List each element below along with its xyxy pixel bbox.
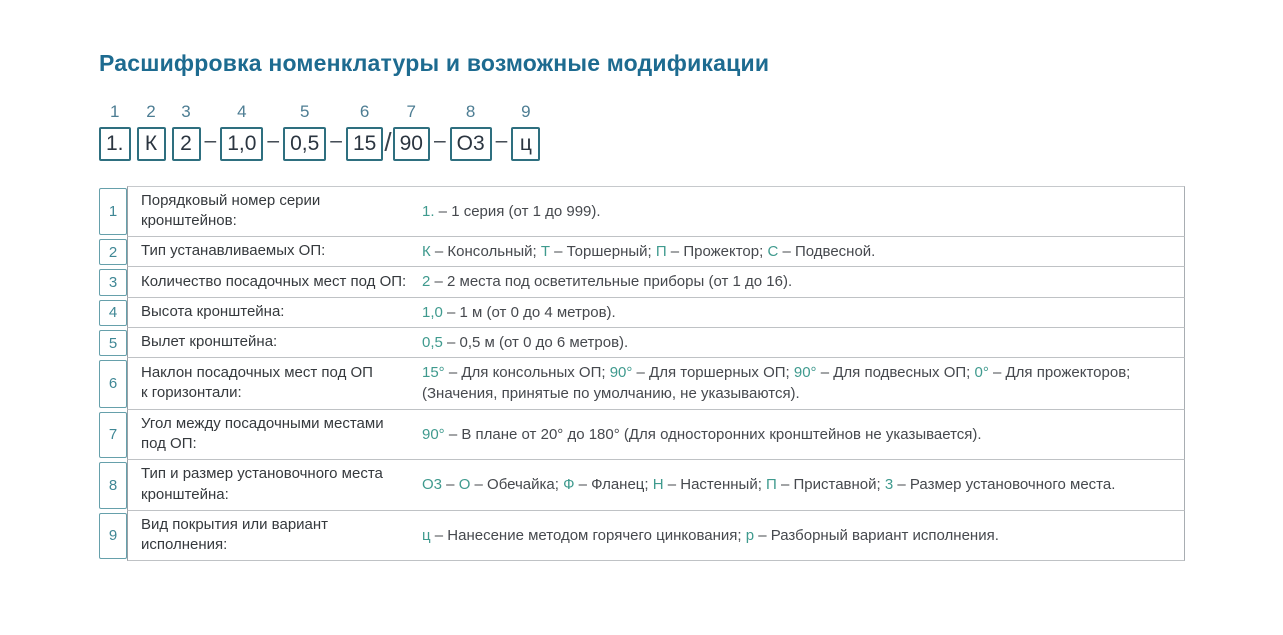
row-number-badge: 3 [99,269,127,295]
row-label [141,515,422,556]
row-label [141,332,422,353]
value-code-highlight: К [422,242,431,260]
value-text: – 1 м (от 0 до 4 метров). [442,303,616,321]
formula-code-box: 90 [393,127,430,161]
row-label [141,272,422,293]
formula-slash-separator: / [384,126,392,157]
row-value [422,362,1172,405]
formula-position-6 [346,103,383,161]
value-code-highlight: Т [540,242,550,260]
formula-position-number: 6 [359,101,370,121]
row-content [127,358,1185,410]
table-row [99,267,1185,297]
value-code-highlight: Н [652,476,664,494]
value-code-highlight: ц [422,526,431,544]
formula-position-number: 5 [299,101,310,121]
value-code-highlight: П [766,476,777,494]
formula-position-number: 1 [110,101,120,121]
row-label [141,191,422,232]
value-code-highlight: р [745,526,755,544]
value-text: – Приставной; [776,476,885,494]
value-code-highlight: С [767,242,779,260]
row-label-line: Тип устанавливаемых ОП: [141,242,326,260]
row-number-badge: 2 [99,239,127,265]
row-content [127,511,1185,561]
value-code-highlight: 1,0 [422,303,443,321]
formula-code-box: К [137,127,166,161]
row-value-line [422,332,1172,353]
formula-code-box: О3 [450,127,492,161]
value-code-highlight: 90° [793,364,817,382]
value-code-highlight: 2 [422,273,431,291]
formula-code-box: 15 [346,127,383,161]
formula-position-number: 2 [146,101,156,121]
value-text: – Обечайка; [470,476,564,494]
row-label [141,302,422,323]
row-content [127,186,1185,237]
row-number-badge: 5 [99,330,127,356]
table-row [99,298,1185,328]
formula-position-number: 3 [181,101,191,121]
row-content [127,298,1185,328]
formula-position-number: 4 [237,101,247,121]
value-text: – [442,476,459,494]
formula-position-3 [172,103,201,161]
value-code-highlight: 0,5 [422,333,443,351]
table-row [99,410,1185,460]
row-label [141,464,422,505]
row-content [127,267,1185,297]
row-value [422,424,1172,445]
page-title: Расшифровка номенклатуры и возможные модификации [99,50,770,76]
row-value-line [422,362,1172,383]
row-label-line: Количество посадочных мест под ОП: [141,272,407,290]
row-value [422,474,1172,495]
table-row [99,460,1185,510]
row-value-line [422,271,1172,292]
value-text: – В плане от 20° до 180° (Для односторонних кронштейнов не указывается). [444,425,982,443]
value-text: – Нанесение методом горячего цинкования; [430,526,746,544]
row-label-line: Порядковый номер серии кронштейнов: [141,191,321,230]
formula-dash-separator: – [330,128,342,152]
formula-dash-separator: – [204,128,217,152]
formula-position-4 [220,103,263,161]
value-text: – Фланец; [574,476,653,494]
value-text: – Для консольных ОП; [444,364,610,382]
row-number-badge: 9 [99,513,127,559]
value-text: – Для торшерных ОП; [632,364,794,382]
formula-code-box: 1. [99,127,131,161]
row-label-line: Вылет кронштейна: [141,333,278,351]
table-row [99,237,1185,267]
value-code-highlight: О [458,476,471,494]
row-value [422,302,1172,323]
value-text: – Настенный; [663,476,767,494]
table-row [99,358,1185,410]
formula-position-number: 9 [521,101,531,121]
value-text: – Разборный вариант исполнения. [754,526,999,544]
value-text: – 0,5 м (от 0 до 6 метров). [442,333,629,351]
row-value-line [422,383,1172,404]
formula-code-box: 0,5 [283,127,326,161]
decoding-table [99,186,1185,561]
value-text: (Значения, принятые по умолчанию, не указываются). [422,385,800,403]
formula-position-1 [99,103,131,161]
value-text: – 2 места под осветительные приборы (от 1 до 16). [430,273,793,291]
row-label-line: Угол между посадочными местами [141,414,384,432]
value-code-highlight: 15° [422,364,445,382]
row-label [141,363,422,404]
row-number-badge: 6 [99,360,127,408]
value-code-highlight: О3 [422,476,443,494]
value-code-highlight: Ф [563,476,575,494]
value-text: – Размер установочного места. [893,476,1116,494]
value-text: – Для прожекторов; [988,364,1131,382]
formula-dash-separator: – [267,128,280,152]
table-row [99,186,1185,237]
row-label-line: Высота кронштейна: [141,302,285,320]
row-number-badge: 1 [99,188,127,235]
row-number-badge: 7 [99,412,127,458]
formula-position-9 [511,103,540,161]
formula-position-number: 8 [465,101,476,121]
nomenclature-formula [99,103,1183,161]
row-value-line [422,201,1172,222]
formula-position-2 [137,103,166,161]
value-text: – Торшерный; [550,242,656,260]
value-text: – 1 серия (от 1 до 999). [434,202,601,220]
row-number-badge: 4 [99,300,127,326]
row-label-line: Тип и размер установочного места [141,465,383,483]
row-label [141,241,422,262]
value-code-highlight: 3 [884,476,894,494]
row-number-badge: 8 [99,462,127,508]
value-text: – Прожектор; [666,242,768,260]
value-code-highlight: 1. [422,202,435,220]
value-code-highlight: П [655,242,667,260]
row-value-line [422,241,1172,262]
row-value [422,201,1172,222]
row-label-line: кронштейна: [141,485,229,503]
table-row [99,328,1185,358]
row-value [422,241,1172,262]
row-content [127,328,1185,358]
row-value-line [422,525,1172,546]
row-label-line: Вид покрытия или вариант исполнения: [141,515,329,554]
row-value-line [422,474,1172,495]
row-label-line: под ОП: [141,435,197,453]
row-content [127,460,1185,510]
formula-position-7 [393,103,430,161]
value-text: – Для подвесных ОП; [816,364,975,382]
row-label-line: к горизонтали: [141,384,242,402]
row-value [422,271,1172,292]
value-text: – Консольный; [430,242,541,260]
row-value [422,525,1172,546]
row-value [422,332,1172,353]
formula-code-box: 1,0 [220,127,263,161]
formula-code-box: 2 [172,127,201,161]
table-row [99,511,1185,561]
formula-dash-separator: – [433,128,446,152]
formula-position-8 [450,103,492,161]
row-content [127,410,1185,460]
row-label-line: Наклон посадочных мест под ОП [141,363,373,381]
formula-dash-separator: – [495,128,508,152]
row-label [141,414,422,455]
row-value-line [422,302,1172,323]
formula-position-5 [283,103,326,161]
formula-position-number: 7 [406,101,416,121]
row-content [127,237,1185,267]
value-code-highlight: 0° [974,364,989,382]
formula-code-box: ц [511,127,540,161]
value-code-highlight: 90° [422,425,445,443]
value-text: – Подвесной. [778,242,876,260]
row-value-line [422,424,1172,445]
value-code-highlight: 90° [609,364,633,382]
